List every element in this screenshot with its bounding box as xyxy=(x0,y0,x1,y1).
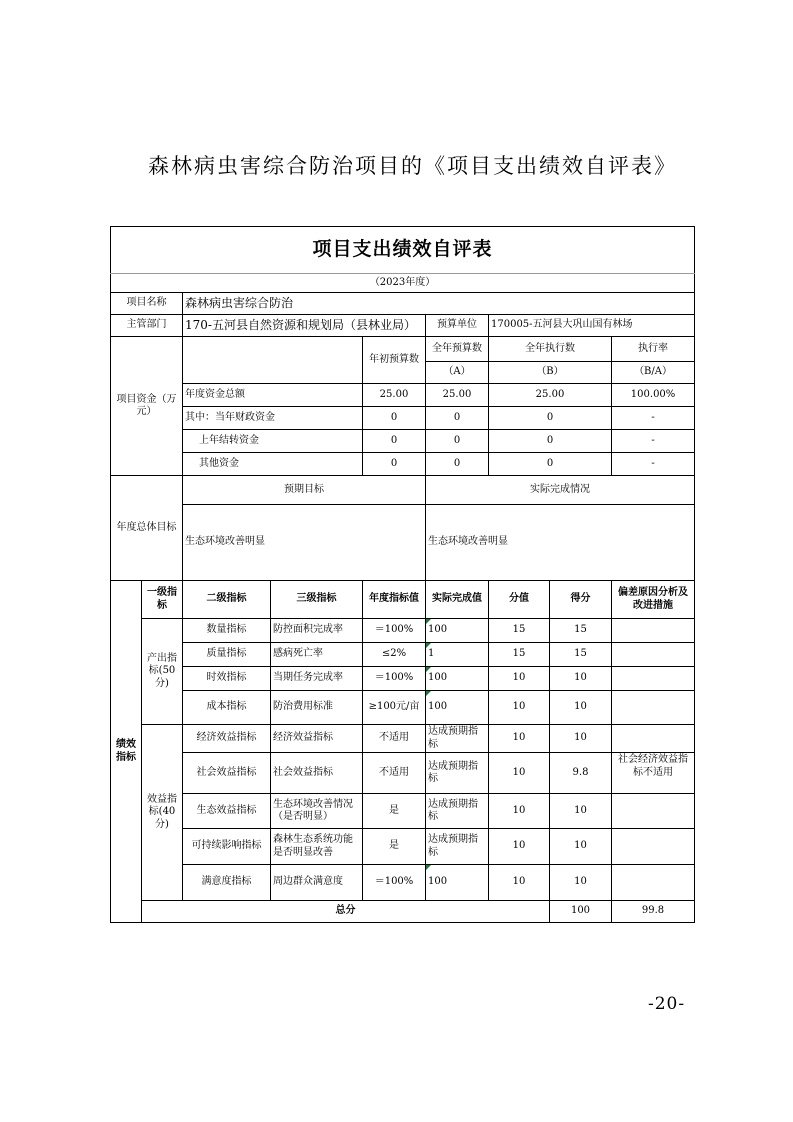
ind-l3: 当期任务完成率 xyxy=(271,667,363,691)
ind-score: 10 xyxy=(489,667,550,691)
ind-l3: 经济效益指标 xyxy=(271,725,363,753)
funds-exec: 0 xyxy=(489,453,612,476)
indicator-row xyxy=(111,667,695,691)
self-evaluation-table xyxy=(110,226,695,923)
goals-expected: 生态环境改善明显 xyxy=(183,505,426,581)
ind-actual: 达成预期指标 xyxy=(426,829,489,865)
ind-l3: 生态环境改善情况（是否明显） xyxy=(271,794,363,829)
ind-score: 10 xyxy=(489,865,550,901)
funds-full-budget-header: 全年预算数 xyxy=(426,337,489,362)
form-year: （2023年度） xyxy=(111,274,695,293)
form-title: 项目支出绩效自评表 xyxy=(111,227,695,274)
funds-row-label: 其他资金 xyxy=(183,453,363,476)
ind-reason xyxy=(612,829,695,865)
ind-actual: 达成预期指标 xyxy=(426,794,489,829)
ind-target: 是 xyxy=(363,794,426,829)
funds-exec: 0 xyxy=(489,430,612,453)
ind-actual: 100 xyxy=(426,619,489,643)
ind-actual: 100 xyxy=(426,691,489,725)
total-got: 99.8 xyxy=(612,901,695,923)
project-name: 森林病虫害综合防治 xyxy=(183,293,695,315)
funds-a: （A） xyxy=(426,362,489,384)
ind-reason xyxy=(612,865,695,901)
ind-header-got: 得分 xyxy=(550,581,612,619)
ind-target: 是 xyxy=(363,829,426,865)
ind-l3: 社会效益指标 xyxy=(271,753,363,794)
funds-full: 0 xyxy=(426,430,489,453)
funds-rate-header: 执行率 xyxy=(612,337,695,362)
group-effect-label: 效益指标(40分) xyxy=(142,725,183,901)
ind-header-l2: 二级指标 xyxy=(183,581,271,619)
funds-initial-header: 年初预算数 xyxy=(363,337,426,384)
funds-rate: - xyxy=(612,407,695,430)
ind-score: 10 xyxy=(489,691,550,725)
ind-target: 不适用 xyxy=(363,725,426,753)
ind-l3: 森林生态系统功能是否明显改善 xyxy=(271,829,363,865)
ind-header-l1: 一级指标 xyxy=(142,581,183,619)
funds-full: 0 xyxy=(426,407,489,430)
ind-reason xyxy=(612,667,695,691)
ind-score: 15 xyxy=(489,643,550,667)
ind-actual: 达成预期指标 xyxy=(426,753,489,794)
ind-got: 15 xyxy=(550,643,612,667)
ind-header-reason: 偏差原因分析及改进措施 xyxy=(612,581,695,619)
group-output-label: 产出指标(50分) xyxy=(142,619,183,725)
ind-l3: 周边群众满意度 xyxy=(271,865,363,901)
dept-value: 170-五河县自然资源和规划局（县林业局） xyxy=(183,315,426,337)
ind-score: 10 xyxy=(489,753,550,794)
ind-header-target: 年度指标值 xyxy=(363,581,426,619)
funds-initial: 0 xyxy=(363,407,426,430)
dept-label: 主管部门 xyxy=(111,315,183,337)
ind-score: 10 xyxy=(489,794,550,829)
ind-target: ＝100% xyxy=(363,619,426,643)
ind-l3: 防控面积完成率 xyxy=(271,619,363,643)
funds-initial: 0 xyxy=(363,453,426,476)
funds-ba: （B/A） xyxy=(612,362,695,384)
ind-reason xyxy=(612,619,695,643)
ind-score: 10 xyxy=(489,829,550,865)
funds-b: （B） xyxy=(489,362,612,384)
ind-l2: 生态效益指标 xyxy=(183,794,271,829)
funds-row xyxy=(111,384,695,407)
indicator-row xyxy=(111,643,695,667)
indicator-row xyxy=(111,794,695,829)
indicator-row xyxy=(111,865,695,901)
indicator-row xyxy=(111,753,695,794)
ind-actual: 100 xyxy=(426,865,489,901)
ind-reason: 社会经济效益指标不适用 xyxy=(612,753,695,794)
unit-value: 170005-五河县大巩山国有林场 xyxy=(489,315,695,337)
ind-target: ＝100% xyxy=(363,667,426,691)
total-label: 总分 xyxy=(142,901,550,923)
funds-row xyxy=(111,430,695,453)
ind-header-score: 分值 xyxy=(489,581,550,619)
indicator-row xyxy=(111,829,695,865)
funds-initial: 0 xyxy=(363,430,426,453)
goals-actual-header: 实际完成情况 xyxy=(426,476,695,505)
ind-target: 不适用 xyxy=(363,753,426,794)
ind-l2: 成本指标 xyxy=(183,691,271,725)
funds-rate: - xyxy=(612,453,695,476)
funds-full: 25.00 xyxy=(426,384,489,407)
ind-got: 10 xyxy=(550,725,612,753)
ind-actual: 1 xyxy=(426,643,489,667)
ind-header-actual: 实际完成值 xyxy=(426,581,489,619)
indicator-row xyxy=(111,619,695,643)
ind-score: 15 xyxy=(489,619,550,643)
indicator-row xyxy=(111,725,695,753)
ind-reason xyxy=(612,643,695,667)
goals-label: 年度总体目标 xyxy=(111,476,183,581)
goals-actual: 生态环境改善明显 xyxy=(426,505,695,581)
indicator-row xyxy=(111,691,695,725)
funds-initial: 25.00 xyxy=(363,384,426,407)
ind-l2: 社会效益指标 xyxy=(183,753,271,794)
page-number: -20- xyxy=(648,994,686,1014)
unit-label: 预算单位 xyxy=(426,315,489,337)
ind-l2: 经济效益指标 xyxy=(183,725,271,753)
funds-row xyxy=(111,407,695,430)
ind-target: ＝100% xyxy=(363,865,426,901)
ind-l2: 可持续影响指标 xyxy=(183,829,271,865)
ind-score: 10 xyxy=(489,725,550,753)
project-name-label: 项目名称 xyxy=(111,293,183,315)
ind-got: 10 xyxy=(550,667,612,691)
goals-expected-header: 预期目标 xyxy=(183,476,426,505)
ind-header-l3: 三级指标 xyxy=(271,581,363,619)
ind-reason xyxy=(612,691,695,725)
ind-reason xyxy=(612,794,695,829)
ind-got: 10 xyxy=(550,691,612,725)
ind-target: ≥100元/亩 xyxy=(363,691,426,725)
funds-row-label: 上年结转资金 xyxy=(183,430,363,453)
funds-rate: - xyxy=(612,430,695,453)
funds-rate: 100.00% xyxy=(612,384,695,407)
ind-target: ≤2% xyxy=(363,643,426,667)
ind-actual: 100 xyxy=(426,667,489,691)
ind-got: 10 xyxy=(550,829,612,865)
ind-got: 10 xyxy=(550,794,612,829)
ind-l2: 数量指标 xyxy=(183,619,271,643)
funds-full: 0 xyxy=(426,453,489,476)
funds-full-exec-header: 全年执行数 xyxy=(489,337,612,362)
funds-row-label: 其中：当年财政资金 xyxy=(183,407,363,430)
funds-exec: 0 xyxy=(489,407,612,430)
ind-got: 10 xyxy=(550,865,612,901)
ind-reason xyxy=(612,725,695,753)
funds-row-label: 年度资金总额 xyxy=(183,384,363,407)
indicators-label: 绩效指标 xyxy=(111,581,142,923)
ind-l2: 时效指标 xyxy=(183,667,271,691)
ind-got: 15 xyxy=(550,619,612,643)
ind-l2: 质量指标 xyxy=(183,643,271,667)
total-score: 100 xyxy=(550,901,612,923)
funds-row xyxy=(111,453,695,476)
ind-l2: 满意度指标 xyxy=(183,865,271,901)
ind-l3: 感病死亡率 xyxy=(271,643,363,667)
ind-got: 9.8 xyxy=(550,753,612,794)
funds-exec: 25.00 xyxy=(489,384,612,407)
document-title: 森林病虫害综合防治项目的《项目支出绩效自评表》 xyxy=(148,154,677,178)
funds-label: 项目资金（万元） xyxy=(111,337,183,476)
ind-actual: 达成预期指标 xyxy=(426,725,489,753)
ind-l3: 防治费用标准 xyxy=(271,691,363,725)
